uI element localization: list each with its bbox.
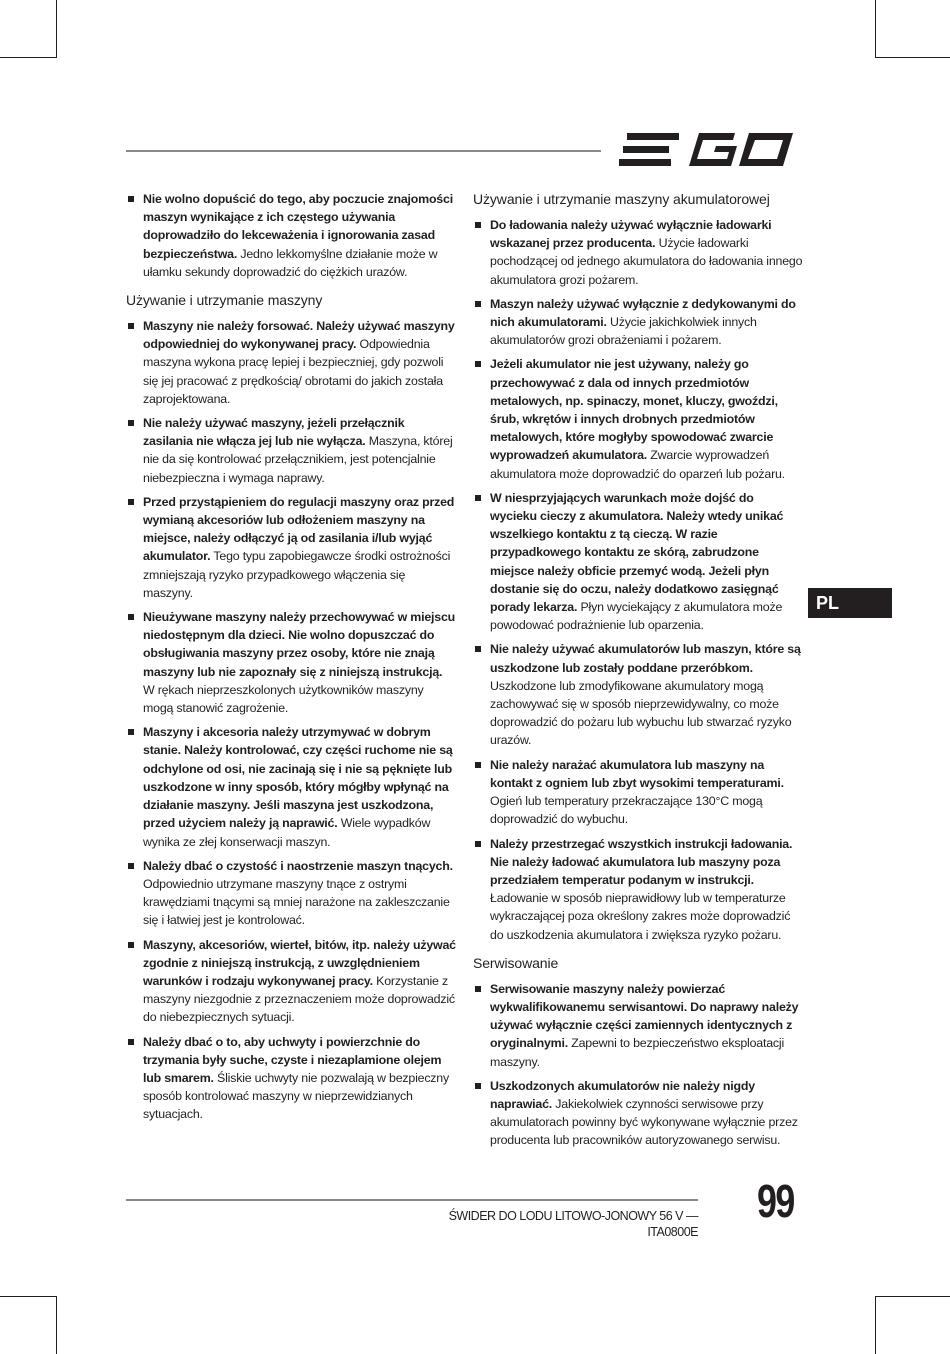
bullet-body-text: Użycie ładowarki pochodzącej od jednego akumulatora do ładowania innego akumulatora grozi pożarem. (490, 236, 803, 287)
bullet-square-icon (475, 646, 481, 652)
crop-mark (875, 1296, 950, 1297)
bullet-body-text: Jakiekolwiek czynności serwisowe przy akumulatorach powinny być wykonywane wyłącznie przez producenta lub pracowników autoryzowanego serwisu. (490, 1096, 798, 1148)
bullet-body-text: Jedno lekkomyślne działanie może w ułamku sekundy doprowadzić do ciężkich urazów. (143, 246, 438, 279)
bullet-item (473, 980, 803, 1071)
bullet-bold-text: Nie należy narażać akumulatora lub maszyny na kontakt z ogniem lub zbyt wysokimi temperaturami. (490, 757, 784, 790)
bullet-item (473, 355, 803, 482)
bullet-item (473, 489, 803, 635)
language-tab: PL (808, 588, 892, 618)
bullet-square-icon (128, 196, 134, 202)
bullet-item (473, 756, 803, 829)
bullet-bold-text: Jeżeli akumulator nie jest używany, należy go przechowywać z dala od innych przedmiotów metalowych, np. spinaczy, monet, kluczy, gwoździ, śrub, wkrętów i innych drobnych przedmiotów metalowych, które mogłyby spowodować zwarcie wyprowadzeń akumulatora. (490, 357, 778, 463)
crop-mark (875, 57, 950, 58)
section-heading: Serwisowanie (473, 954, 559, 971)
bullet-item (473, 216, 803, 289)
ego-logo-icon (617, 130, 799, 170)
bullet-body-text: Korzystanie z maszyny niezgodnie z przeznaczeniem może doprowadzić do niebezpiecznych sytuacji. (143, 973, 455, 1025)
header-rule (126, 150, 601, 152)
section-heading: Używanie i utrzymanie maszyny (126, 292, 323, 309)
bullet-item (126, 1033, 456, 1124)
bullet-item (473, 640, 803, 749)
bullet-item (126, 317, 456, 408)
bullet-bold-text: Maszyny i akcesoria należy utrzymywać w dobrym stanie. Należy kontrolować, czy części ruchome nie są odchylone od osi, nie zacinają się i nie są pęknięte lub uszkodzone w inny sposób, który mógłby wpłynąć na działanie maszyny. Jeśli maszyna jest uszkodzona, przed użyciem należy ją naprawić. (143, 725, 453, 831)
bullet-bold-text: Nie należy używać akumulatorów lub maszyn, które są uszkodzone lub zostały poddane przeróbkom. (490, 642, 801, 675)
bullet-bold-text: Maszyny, akcesoriów, wierteł, bitów, itp. należy używać zgodnie z niniejszą instrukcją, z uwzględnieniem warunków i rodzaju wykonywanej pracy. (143, 937, 456, 988)
right-column (473, 190, 803, 1156)
bullet-bold-text: Nieużywane maszyny należy przechowywać w miejscu niedostępnym dla dzieci. Nie wolno dopuszczać do obsługiwania maszyny przez osoby, które nie znają maszyny lub nie zapoznały się z niniejszą instrukcją. (143, 610, 456, 679)
bullet-square-icon (475, 222, 481, 228)
bullet-body-text: Płyn wyciekający z akumulatora może powodować podrażnienie lub oparzenia. (490, 600, 783, 633)
bullet-body-text: Zapewni to bezpieczeństwo eksploatacji maszyny. (490, 1036, 785, 1069)
bullet-bold-text: Przed przystąpieniem do regulacji maszyny oraz przed wymianą akcesoriów lub odłożeniem maszyny na miejsce, należy odłączyć ją od zasilania i/lub wyjąć akumulator. (143, 494, 455, 564)
bullet-square-icon (475, 495, 481, 501)
bullet-item (126, 190, 456, 281)
bullet-body-text: Wiele wypadków wynika ze złej konserwacji maszyn. (143, 816, 431, 849)
footer-product-title: ŚWIDER DO LODU LITOWO-JONOWY 56 V — ITA0800E (448, 1209, 698, 1239)
bullet-item (126, 608, 456, 717)
bullet-square-icon (475, 762, 481, 768)
bullet-item (126, 857, 456, 930)
bullet-bold-text: Należy dbać o czystość i naostrzenie maszyn tnących. (143, 858, 453, 873)
footer-rule (126, 1199, 698, 1201)
bullet-body-text: Śliskie uchwyty nie pozwalają w bezpieczny sposób kontrolować maszyny w nieprzewidzianych sytuacjach. (143, 1070, 449, 1122)
bullet-item (126, 493, 456, 602)
page-number: 99 (757, 1175, 794, 1227)
crop-mark (56, 1296, 57, 1354)
bullet-body-text: Odpowiednio utrzymane maszyny tnące z ostrymi krawędziami tnącymi są mniej narażone na zakleszczanie się i łatwiej jest je kontrolować. (143, 876, 450, 928)
bullet-body-text: Użycie jakichkolwiek innych akumulatorów grozi obrażeniami i pożarem. (490, 315, 757, 348)
crop-mark (875, 0, 876, 58)
bullet-bold-text: Do ładowania należy używać wyłącznie ładowarki wskazanej przez producenta. (490, 218, 772, 251)
bullet-square-icon (128, 863, 134, 869)
bullet-square-icon (475, 361, 481, 367)
bullet-body-text: Zwarcie wyprowadzeń akumulatora może doprowadzić do oparzeń lub pożaru. (490, 448, 785, 481)
bullet-square-icon (475, 301, 481, 307)
bullet-bold-text: Należy dbać o to, aby uchwyty i powierzchnie do trzymania były suche, czyste i niezaplamione olejem lub smarem. (143, 1034, 442, 1085)
bullet-square-icon (128, 420, 134, 426)
bullet-bold-text: Maszyn należy używać wyłącznie z dedykowanymi do nich akumulatorami. (490, 296, 796, 330)
bullet-square-icon (128, 323, 134, 329)
bullet-square-icon (475, 841, 481, 847)
bullet-bold-text: Nie należy używać maszyny, jeżeli przełącznik zasilania nie włącza jej lub nie wyłącza. (143, 416, 405, 449)
bullet-body-text: Ogień lub temperatury przekraczające 130°C mogą doprowadzić do wybuchu. (490, 794, 763, 827)
bullet-item (473, 835, 803, 944)
bullet-square-icon (475, 986, 481, 992)
section-heading: Używanie i utrzymanie maszyny akumulatorowej (473, 191, 770, 207)
left-column (126, 190, 456, 1130)
bullet-square-icon (128, 729, 134, 735)
bullet-body-text: W rękach nieprzeszkolonych użytkowników maszyny mogą stanowić zagrożenie. (143, 682, 424, 716)
bullet-item (126, 414, 456, 487)
bullet-bold-text: Uszkodzonych akumulatorów nie należy nigdy naprawiać. (490, 1078, 755, 1111)
bullet-item (473, 295, 803, 350)
bullet-item (473, 1077, 803, 1150)
crop-mark (0, 1296, 57, 1297)
crop-mark (0, 57, 57, 58)
bullet-square-icon (128, 942, 134, 948)
bullet-bold-text: W niesprzyjających warunkach może dojść do wycieku cieczy z akumulatora. Należy wtedy unikać wszelkiego kontaktu z tą cieczą. W razie przypadkowego kontaktu ze skórą, zabrudzone miejsce należy obficie przemyć wodą. Jeżeli płyn dostanie się do oczu, należy dodatkowo zasięgnąć porady lekarza. (490, 490, 784, 615)
crop-mark (56, 0, 57, 58)
bullet-bold-text: Należy przestrzegać wszystkich instrukcji ładowania. Nie należy ładować akumulatora lub maszyny poza przedziałem temperatur podanym w instrukcji. (490, 836, 793, 887)
bullet-body-text: Odpowiednia maszyna wykona pracę lepiej i bezpieczniej, gdy pozwoli się jej pracować z prędkością/ obrotami do jakich została zaprojektowana. (143, 337, 444, 406)
bullet-body-text: Uszkodzone lub zmodyfikowane akumulatory mogą zachowywać się w sposób nieprzewidywalny, co może doprowadzić do pożaru lub wybuchu lub stwarzać ryzyko urazów. (490, 678, 792, 748)
bullet-square-icon (128, 614, 134, 620)
bullet-item (126, 723, 456, 850)
bullet-square-icon (475, 1083, 481, 1089)
bullet-square-icon (128, 499, 134, 505)
bullet-bold-text: Nie wolno dopuścić do tego, aby poczucie znajomości maszyn wynikające z ich częstego używania doprowadziło do lekceważenia i ignorowania zasad bezpieczeństwa. (143, 192, 453, 261)
bullet-square-icon (128, 1039, 134, 1045)
bullet-bold-text: Serwisowanie maszyny należy powierzać wykwalifikowanemu serwisantowi. Do naprawy należy używać wyłącznie części zamiennych identycznych z oryginalnymi. (490, 981, 799, 1051)
bullet-body-text: Maszyna, której nie da się kontrolować przełącznikiem, jest potencjalnie niebezpieczna i wymaga naprawy. (143, 434, 453, 485)
bullet-body-text: Tego typu zapobiegawcze środki ostrożności zmniejszają ryzyko przypadkowego włączenia się maszyny. (143, 549, 451, 600)
bullet-bold-text: Maszyny nie należy forsować. Należy używać maszyny odpowiedniej do wykonywanej pracy. (143, 319, 455, 352)
bullet-item (126, 936, 456, 1027)
crop-mark (875, 1296, 876, 1354)
bullet-body-text: Ładowanie w sposób nieprawidłowy lub w temperaturze wykraczającej poza określony zakres może doprowadzić do uszkodzenia akumulatora i zwiększa ryzyko pożaru. (490, 891, 791, 942)
